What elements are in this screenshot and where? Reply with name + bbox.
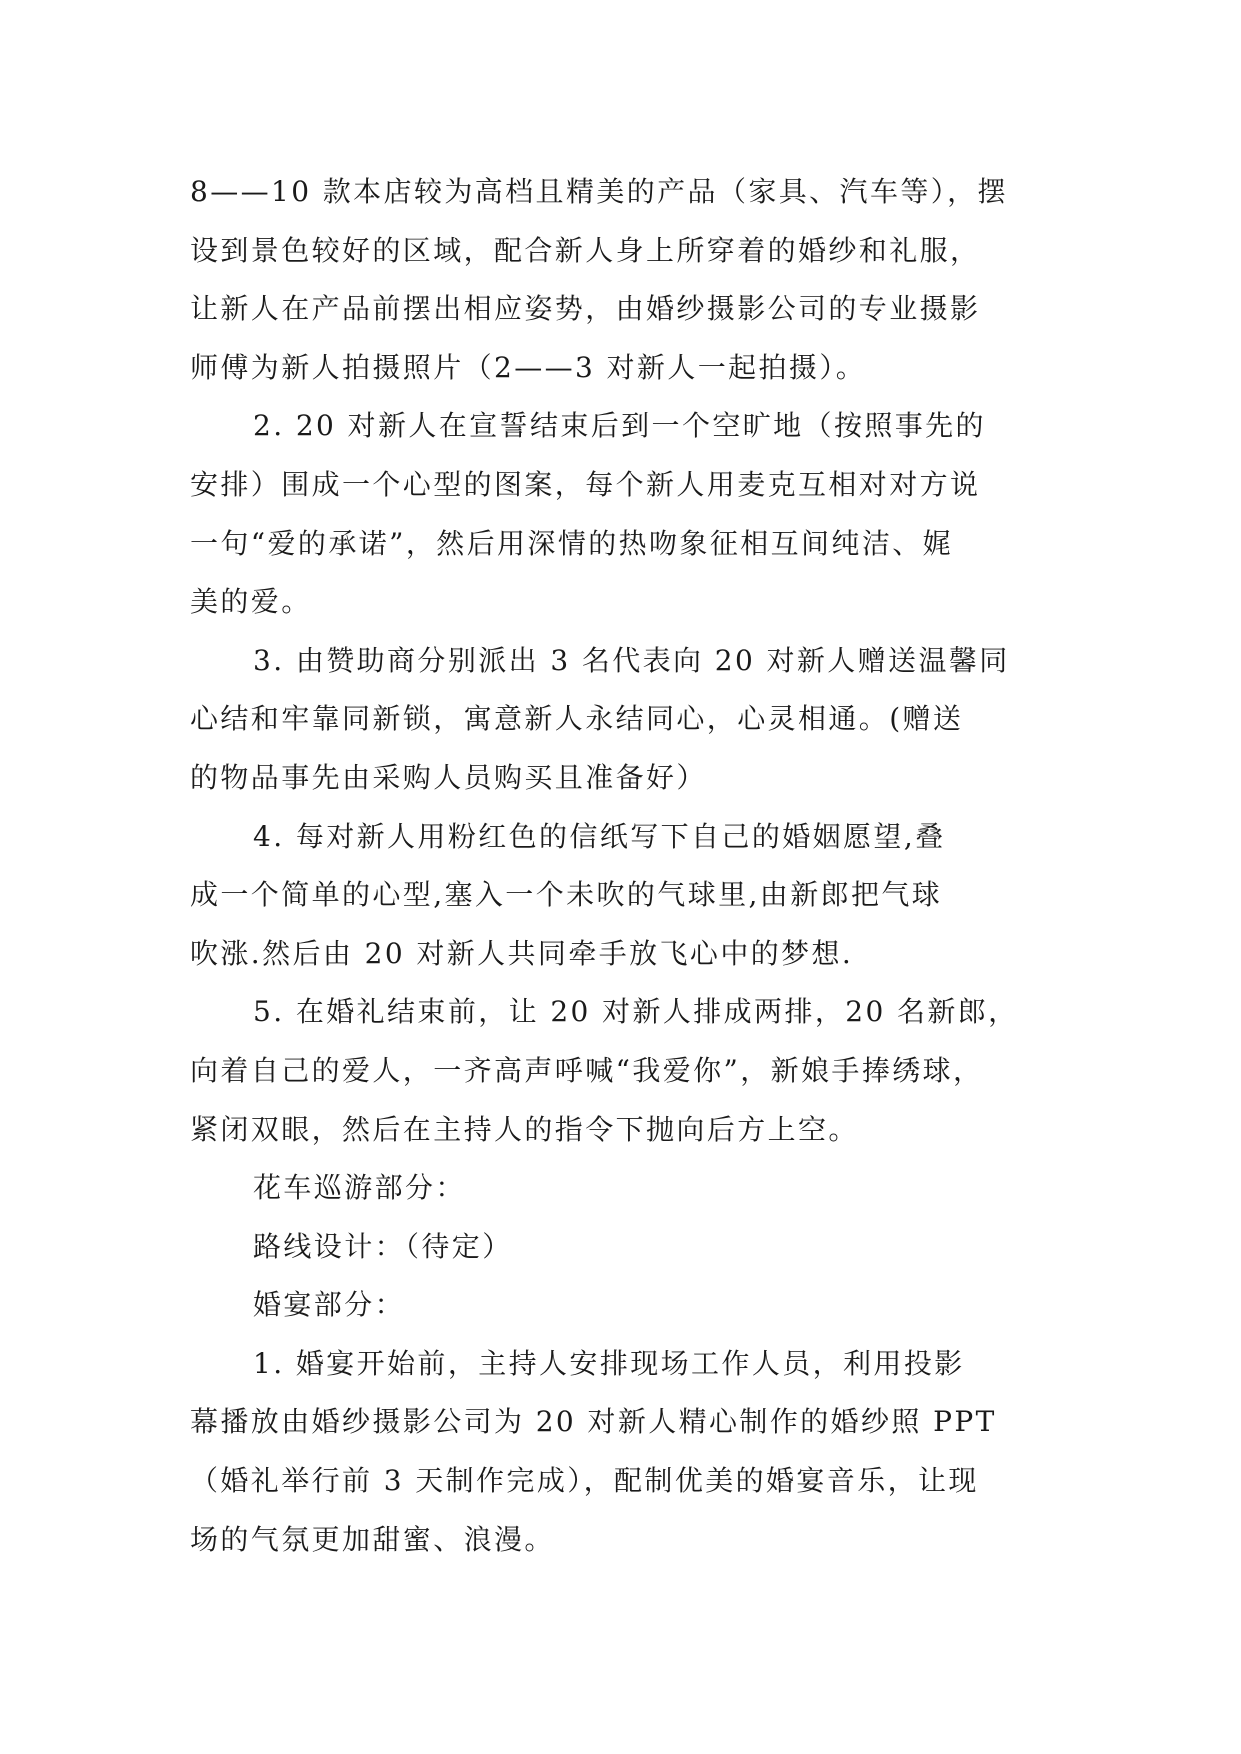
text-line: 让新人在产品前摆出相应姿势，由婚纱摄影公司的专业摄影 xyxy=(190,292,981,326)
text-line: 吹涨.然后由 20 对新人共同牵手放飞心中的梦想. xyxy=(190,936,854,970)
body-text xyxy=(190,163,1050,1569)
text-line: 一句“爱的承诺”，然后用深情的热吻象征相互间纯洁、娓 xyxy=(190,526,954,560)
text-line: 3. 由赞助商分别派出 3 名代表向 20 对新人赠送温馨同 xyxy=(253,643,1010,677)
section-heading: 花车巡游部分： xyxy=(253,1171,466,1205)
text-line: 紧闭双眼，然后在主持人的指令下抛向后方上空。 xyxy=(190,1112,859,1146)
text-line: 5. 在婚礼结束前，让 20 对新人排成两排，20 名新郎， xyxy=(253,995,1019,1029)
text-line: 4. 每对新人用粉红色的信纸写下自己的婚姻愿望,叠 xyxy=(253,819,946,853)
text-line: 路线设计：（待定） xyxy=(253,1229,513,1263)
text-line: 美的爱。 xyxy=(190,585,312,619)
text-line: （婚礼举行前 3 天制作完成），配制优美的婚宴音乐，让现 xyxy=(190,1464,979,1498)
section-heading: 婚宴部分： xyxy=(253,1288,406,1322)
text-line: 设到景色较好的区域，配合新人身上所穿着的婚纱和礼服， xyxy=(190,233,981,267)
text-line: 心结和牢靠同新锁，寓意新人永结同心，心灵相通。(赠送 xyxy=(190,702,964,736)
text-line: 场的气氛更加甜蜜、浪漫。 xyxy=(190,1522,555,1556)
text-line: 1. 婚宴开始前，主持人安排现场工作人员，利用投影 xyxy=(253,1346,965,1380)
text-line: 2. 20 对新人在宣誓结束后到一个空旷地（按照事先的 xyxy=(253,409,986,443)
text-line: 8——10 款本店较为高档且精美的产品（家具、汽车等），摆 xyxy=(190,175,1008,208)
text-line: 师傅为新人拍摄照片（2——3 对新人一起拍摄）。 xyxy=(190,350,867,384)
text-line: 幕播放由婚纱摄影公司为 20 对新人精心制作的婚纱照 PPT xyxy=(190,1405,997,1439)
text-line: 成一个简单的心型,塞入一个未吹的气球里,由新郎把气球 xyxy=(190,878,943,912)
text-line: 安排）围成一个心型的图案，每个新人用麦克互相对对方说 xyxy=(190,467,981,501)
text-line: 的物品事先由采购人员购买且准备好） xyxy=(190,760,707,794)
text-line: 向着自己的爱人，一齐高声呼喊“我爱你”，新娘手捧绣球， xyxy=(190,1053,984,1087)
